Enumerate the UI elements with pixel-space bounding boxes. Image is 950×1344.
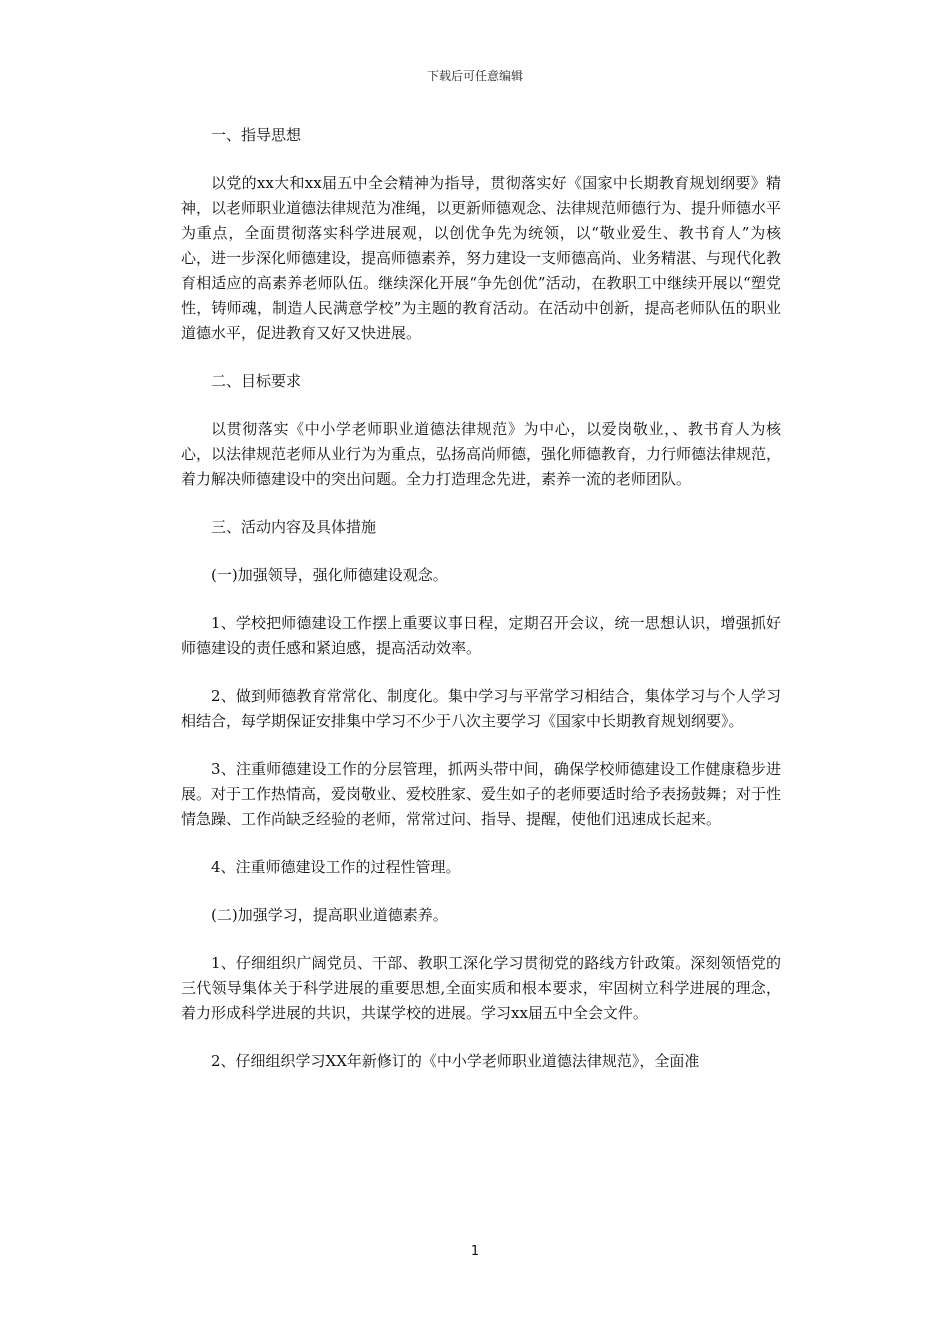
subsection-heading-study: (二)加强学习，提高职业道德素养。 bbox=[211, 906, 448, 924]
paragraph-item-1: 1、学校把师德建设工作摆上重要议事日程，定期召开会议，统一思想认识，增强抓好师德建设的责任感和紧迫感，提高活动效率。 bbox=[181, 614, 781, 657]
section-heading-guiding-thought: 一、指导思想 bbox=[211, 126, 302, 144]
paragraph-study-item-1: 1、仔细组织广阔党员、干部、教职工深化学习贯彻党的路线方针政策。深刻领悟党的三代领导集体关于科学进展的重要思想,全面实质和根本要求，牢固树立科学进展的理念，着力形成科学进展的共识，共谋学校的进展。学习xx届五中全会文件。 bbox=[181, 954, 781, 1022]
section-heading-goals: 二、目标要求 bbox=[211, 372, 302, 390]
paragraph-guiding-thought: 以党的xx大和xx届五中全会精神为指导，贯彻落实好《国家中长期教育规划纲要》精神，以老师职业道德法律规范为准绳，以更新师德观念、法律规范师德行为、提升师德水平为重点，全面贯彻落实科学进展观，以创优争先为统领，以“敬业爱生、教书育人”为核心，进一步深化师德建设，提高师德素养，努力建设一支师德高尚、业务精湛、与现代化教育相适应的高素养老师队伍。继续深化开展“争先创优”活动，在教职工中继续开展以“塑党性，铸师魂，制造人民满意学校”为主题的教育活动。在活动中创新，提高老师队伍的职业道德水平，促进教育又好又快进展。 bbox=[181, 174, 782, 342]
section-heading-activities: 三、活动内容及具体措施 bbox=[211, 518, 377, 536]
paragraph-goals: 以贯彻落实《中小学老师职业道德法律规范》为中心，以爱岗敬业，、教书育人为核心，以法律规范老师从业行为为重点，弘扬高尚师德，强化师德教育，力行师德法律规范，着力解决师德建设中的突出问题。全力打造理念先进，素养一流的老师团队。 bbox=[181, 420, 782, 488]
subsection-heading-leadership: (一)加强领导，强化师德建设观念。 bbox=[211, 566, 448, 584]
page-header-note: 下载后可任意编辑 bbox=[426, 69, 523, 83]
paragraph-item-4: 4、注重师德建设工作的过程性管理。 bbox=[211, 858, 461, 876]
paragraph-item-3: 3、注重师德建设工作的分层管理，抓两头带中间，确保学校师德建设工作健康稳步进展。对于工作热情高，爱岗敬业、爱校胜家、爱生如子的老师要适时给予表扬鼓舞；对于性情急躁、工作尚缺乏经验的老师，常常过问、指导、提醒，使他们迅速成长起来。 bbox=[181, 760, 782, 828]
paragraph-item-2: 2、做到师德教育常常化、制度化。集中学习与平常学习相结合，集体学习与个人学习相结合，每学期保证安排集中学习不少于八次主要学习《国家中长期教育规划纲要》。 bbox=[181, 687, 781, 730]
paragraph-study-item-2: 2、仔细组织学习XX年新修订的《中小学老师职业道德法律规范》，全面准 bbox=[211, 1052, 700, 1070]
page-number: 1 bbox=[470, 1244, 480, 1259]
document-body bbox=[181, 123, 781, 1074]
